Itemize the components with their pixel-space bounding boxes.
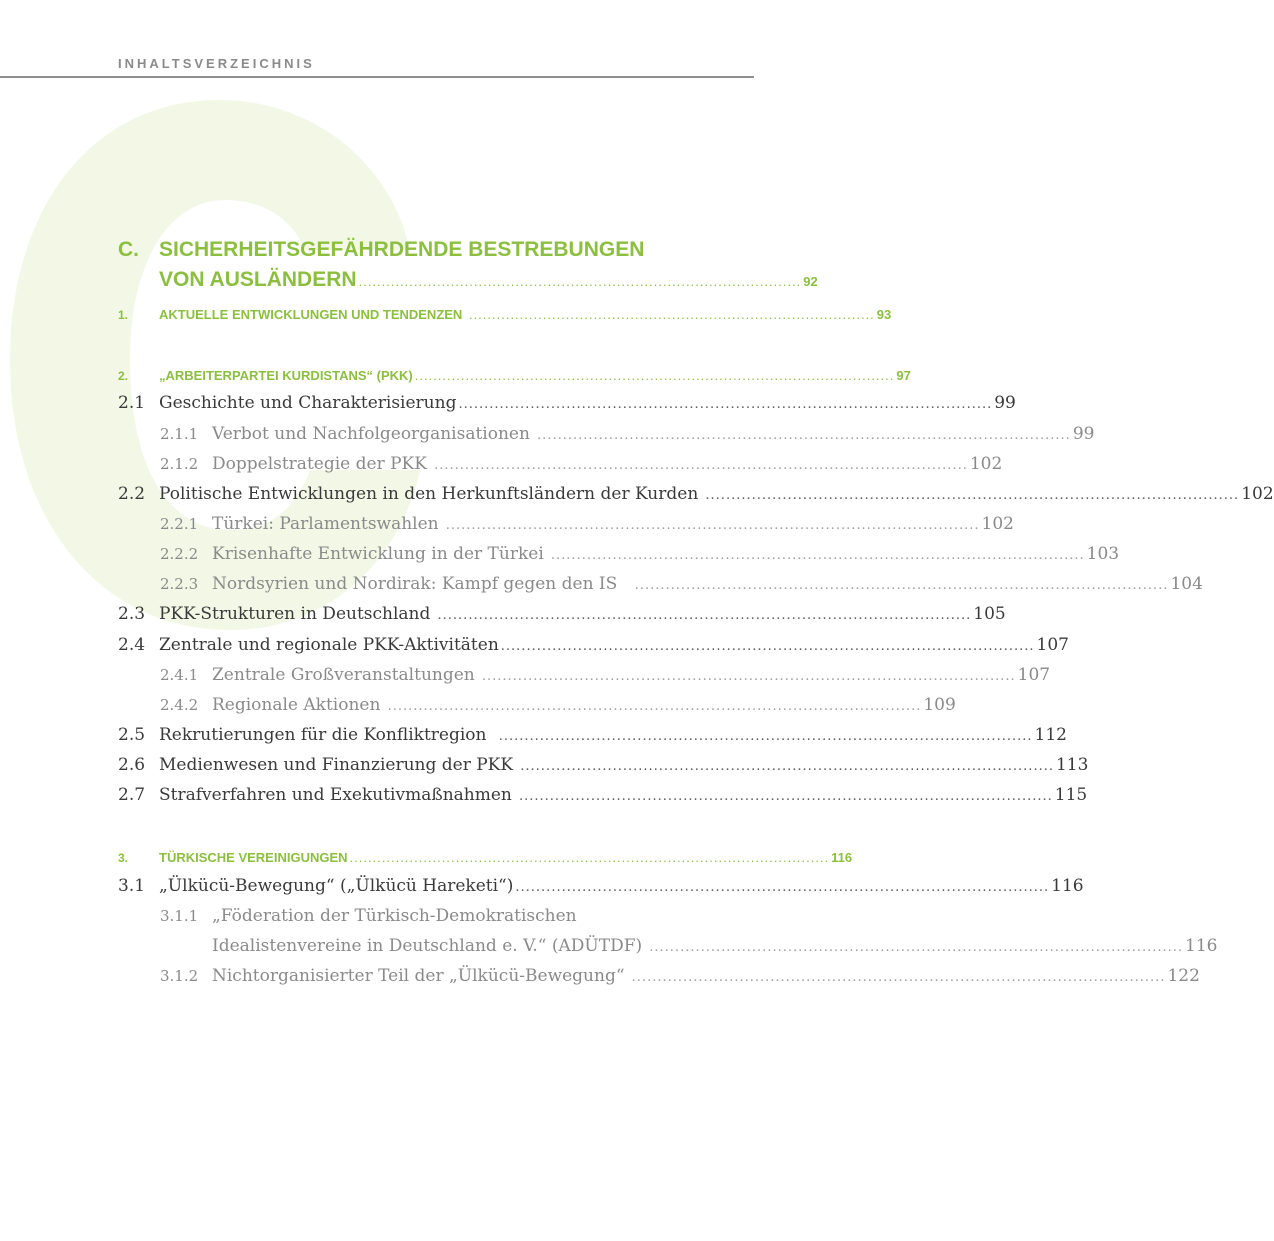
toc-entry[interactable]: [160, 514, 1014, 534]
toc-entry[interactable]: [160, 544, 1120, 564]
toc-entry-number: 3.1.2: [160, 967, 199, 985]
toc-entry-number: 3.1.1: [160, 907, 199, 925]
toc-chapter-heading[interactable]: [118, 238, 748, 262]
toc-page-number: 105: [973, 604, 1006, 624]
toc-entry-title: „Ülkücü-Bewegung“ („Ülkücü Hareketi“): [159, 876, 514, 896]
toc-entry[interactable]: [160, 665, 1051, 685]
toc-entry-title: Doppelstrategie der PKK: [212, 454, 427, 474]
leader-dots: ........................................................................................................: [513, 789, 1053, 804]
toc-page-number: 107: [1017, 665, 1051, 685]
leader-dots: ........................................................................................................: [619, 578, 1169, 593]
toc-entry-title: Nichtorganisierter Teil der „Ülkücü-Bewegung“: [212, 966, 625, 986]
leader-dots: ........................................................................................................: [500, 639, 1035, 654]
toc-entry-number: 2.2.2: [160, 545, 199, 563]
toc-entry-number: 2.4.2: [160, 696, 199, 714]
toc-entry-number: 2.1.1: [160, 425, 199, 443]
toc-entry-number: 2.4: [118, 635, 146, 655]
leader-dots: ........................................................................................................: [349, 850, 830, 865]
toc-entry[interactable]: [118, 850, 853, 865]
leader-dots: ........................................................................................: [464, 307, 875, 322]
leader-dots: ........................................................................................................: [545, 548, 1085, 563]
toc-entry-continuation[interactable]: [160, 936, 1218, 956]
toc-page-number: 99: [994, 393, 1016, 413]
toc-page-number: 93: [876, 307, 892, 322]
toc-entry-title: Medienwesen und Finanzierung der PKK: [159, 755, 514, 775]
toc-page-number: 109: [923, 695, 956, 715]
toc-page-number: 113: [1055, 755, 1089, 775]
leader-dots: ........................................................................................................: [414, 368, 895, 383]
toc-page-number: 99: [1072, 424, 1095, 444]
toc-entry-title-line1: „Föderation der Türkisch-Demokratischen: [212, 906, 577, 926]
toc-entry[interactable]: [160, 695, 956, 715]
toc-chapter-title-line2: VON AUSLÄNDERN: [159, 268, 357, 291]
toc-entry-number: 3.1: [118, 876, 146, 896]
toc-entry[interactable]: [118, 307, 892, 322]
toc-entry[interactable]: [118, 484, 1274, 504]
toc-entry-number: 2.5: [118, 725, 146, 745]
leader-dots: ........................................................................................................: [428, 458, 968, 473]
toc-entry-title: Strafverfahren und Exekutivmaßnahmen: [159, 785, 512, 805]
toc-chapter-letter: C.: [118, 238, 139, 261]
leader-dots: ........................................................................................................: [382, 699, 922, 714]
toc-entry[interactable]: [118, 876, 1084, 896]
toc-entry[interactable]: [118, 635, 1069, 655]
toc-page-number: 115: [1054, 785, 1088, 805]
toc-entry-number: 2.1.2: [160, 455, 199, 473]
toc-entry[interactable]: [118, 393, 1016, 413]
toc-page-number: 104: [1170, 574, 1203, 594]
toc-page-number: 92: [803, 274, 818, 289]
leader-dots: ........................................................................................................: [440, 518, 980, 533]
leader-dots: ........................................................................................................: [700, 488, 1240, 503]
toc-entry-number: 2.: [118, 369, 129, 383]
leader-dots: ........................................................................................................: [488, 729, 1033, 744]
toc-entry-title: TÜRKISCHE VEREINIGUNGEN: [159, 850, 348, 865]
toc-entry-title: Zentrale und regionale PKK-Aktivitäten: [159, 635, 499, 655]
toc-entry-title: Zentrale Großveranstaltungen: [212, 665, 475, 685]
toc-entry[interactable]: [118, 725, 1067, 745]
toc-page-number: 116: [1051, 876, 1084, 896]
leader-dots: ........................................................................................................: [515, 759, 1054, 774]
leader-dots: ........................................................................................................: [515, 880, 1050, 895]
leader-dots: ........................................................................................................: [476, 669, 1016, 684]
leader-dots: ........................................................................................................: [432, 608, 972, 623]
toc-entry[interactable]: [118, 785, 1088, 805]
toc-page-number: 102: [969, 454, 1003, 474]
toc-chapter-heading-line2[interactable]: [118, 268, 818, 292]
toc-entry-title: Türkei: Parlamentswahlen: [212, 514, 439, 534]
toc-entry-title: „ARBEITERPARTEI KURDISTANS“ (PKK): [159, 368, 413, 383]
toc-entry[interactable]: [160, 574, 1203, 594]
toc-entry-number: 2.3: [118, 604, 146, 624]
toc-page-number: 102: [1241, 484, 1274, 504]
leader-dots: ................................................................................................: [358, 274, 802, 289]
toc-entry-title: PKK-Strukturen in Deutschland: [159, 604, 431, 624]
toc-page-number: 116: [1185, 936, 1218, 956]
toc-entry-title: AKTUELLE ENTWICKLUNGEN UND TENDENZEN: [159, 307, 463, 322]
toc-entry[interactable]: [160, 906, 577, 926]
toc-entry-title-line2: Idealistenvereine in Deutschland e. V.“ (ADÜTDF): [212, 936, 643, 956]
toc-entry-number: 2.2.3: [160, 575, 199, 593]
toc-page-number: 102: [981, 514, 1014, 534]
toc-entry-number: 2.7: [118, 785, 146, 805]
toc-entry[interactable]: [160, 424, 1095, 444]
toc-entry-number: 3.: [118, 851, 129, 865]
toc-page-number: 103: [1086, 544, 1120, 564]
toc-entry-title: Rekrutierungen für die Konfliktregion: [159, 725, 487, 745]
toc-page-number: 122: [1167, 966, 1200, 986]
toc-entry-title: Politische Entwicklungen in den Herkunftsländern der Kurden: [159, 484, 699, 504]
toc-entry-title: Krisenhafte Entwicklung in der Türkei: [212, 544, 544, 564]
toc-entry-number: 2.2.1: [160, 515, 199, 533]
toc-entry-number: 2.2: [118, 484, 146, 504]
toc-entry-title: Regionale Aktionen: [212, 695, 381, 715]
toc-entry[interactable]: [118, 368, 911, 383]
leader-dots: ........................................................................................................: [458, 397, 993, 412]
toc-entry-number: 1.: [118, 308, 129, 322]
toc-chapter-title-line1: SICHERHEITSGEFÄHRDENDE BESTREBUNGEN: [159, 238, 645, 261]
toc-entry[interactable]: [160, 966, 1200, 986]
toc-entry[interactable]: [118, 755, 1089, 775]
toc-page-number: 107: [1036, 635, 1069, 655]
toc-entry-title: Geschichte und Charakterisierung: [159, 393, 457, 413]
toc-entry[interactable]: [118, 604, 1006, 624]
toc-page-number: 116: [831, 850, 853, 865]
toc-entry-number: 2.1: [118, 393, 146, 413]
toc-page-number: 112: [1034, 725, 1067, 745]
toc-entry-number: 2.6: [118, 755, 146, 775]
leader-dots: ........................................................................................................: [626, 970, 1166, 985]
leader-dots: ........................................................................................................: [531, 428, 1071, 443]
toc-entry[interactable]: [160, 454, 1003, 474]
toc-page-number: 97: [896, 368, 911, 383]
running-head-title: INHALTSVERZEICHNIS: [118, 56, 315, 71]
toc-entry-title: Nordsyrien und Nordirak: Kampf gegen den IS: [212, 574, 618, 594]
toc-entry-title: Verbot und Nachfolgeorganisationen: [212, 424, 530, 444]
toc-entry-number: 2.4.1: [160, 666, 199, 684]
leader-dots: ........................................................................................................: [644, 940, 1184, 955]
